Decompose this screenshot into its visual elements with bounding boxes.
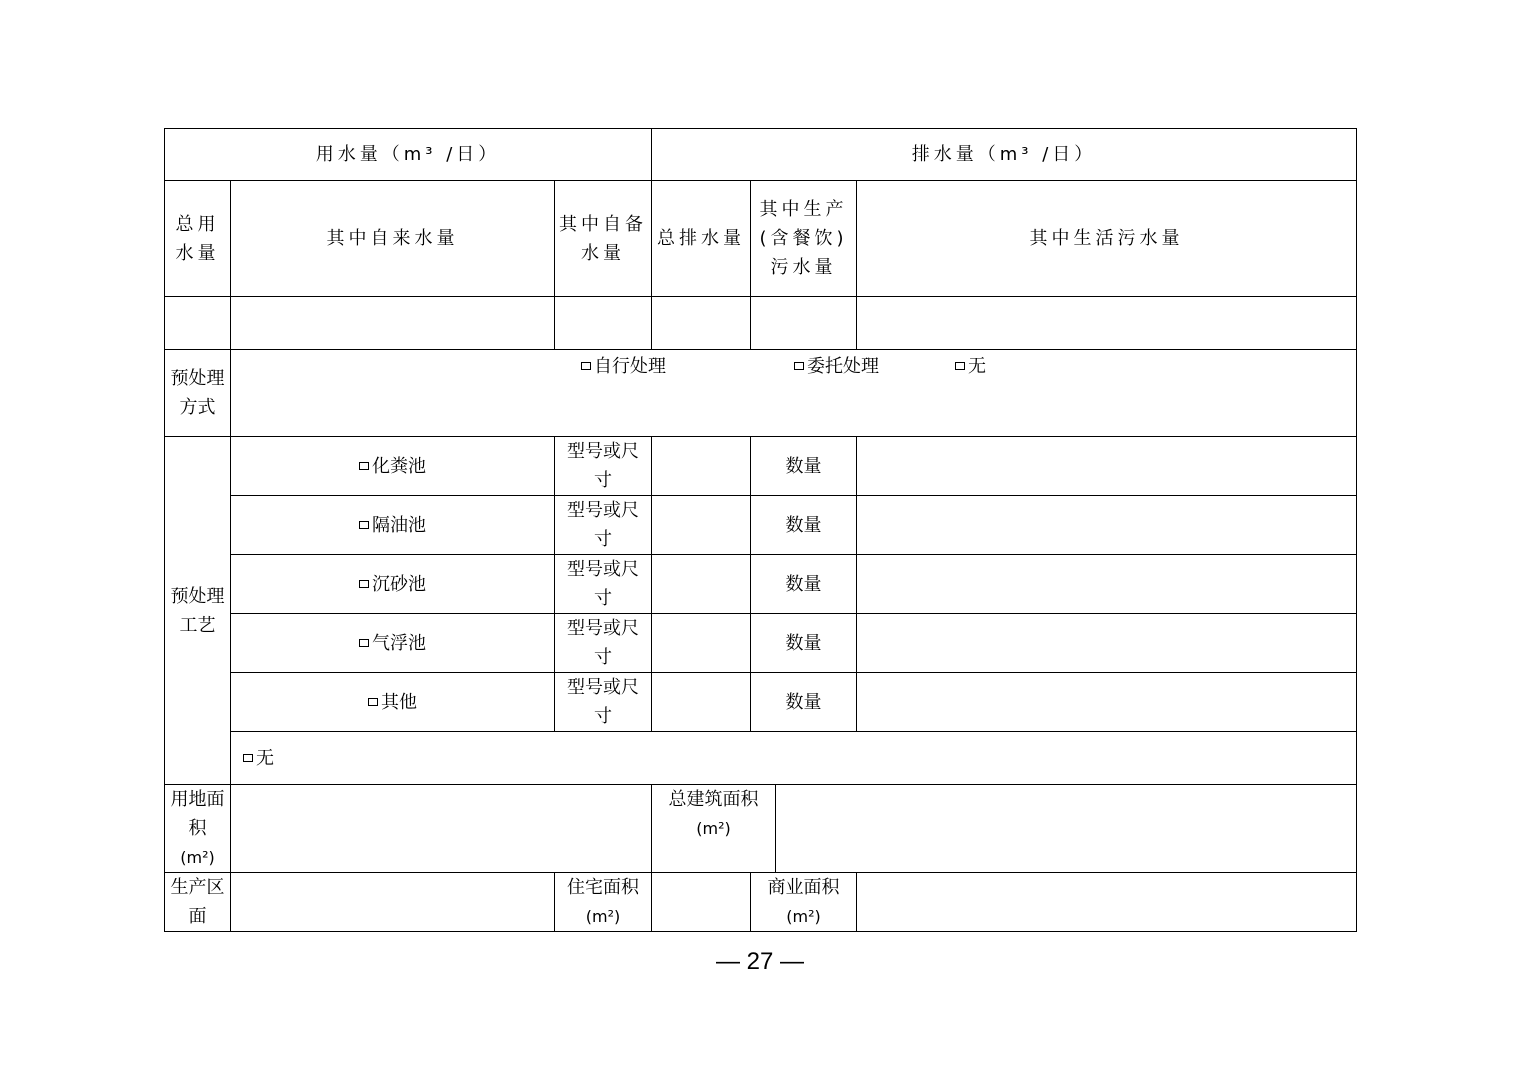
total-building-area-field[interactable] — [776, 785, 1357, 873]
total-building-area-label: 总建筑面积 (m²) — [652, 785, 776, 873]
process-none-option[interactable]: 无 — [231, 732, 1357, 785]
residential-area-label: 住宅面积 (m²) — [555, 873, 652, 932]
size-label: 型号或尺寸 — [555, 555, 652, 614]
quantity-field[interactable] — [857, 496, 1357, 555]
water-discharge-header: 排水量（m³ /日） — [652, 129, 1357, 181]
domestic-sewage-header: 其中生活污水量 — [857, 181, 1357, 297]
self-supply-water-header: 其中自备水量 — [555, 181, 652, 297]
water-use-header: 用水量（m³ /日） — [165, 129, 652, 181]
checkbox-icon[interactable] — [581, 362, 591, 370]
total-discharge-field[interactable] — [652, 297, 751, 350]
facility-grease-trap[interactable]: 隔油池 — [231, 496, 555, 555]
option-none[interactable]: 无 — [955, 352, 986, 381]
quantity-label: 数量 — [751, 496, 857, 555]
domestic-sewage-field[interactable] — [857, 297, 1357, 350]
pretreatment-process-label: 预处理工艺 — [165, 437, 231, 785]
quantity-label: 数量 — [751, 437, 857, 496]
tap-water-header: 其中自来水量 — [231, 181, 555, 297]
production-area-label: 生产区面 — [165, 873, 231, 932]
water-info-form-table — [164, 128, 1357, 932]
facility-grit-chamber[interactable]: 沉砂池 — [231, 555, 555, 614]
land-area-label: 用地面积 (m²) — [165, 785, 231, 873]
production-sewage-header: 其中生产(含餐饮)污水量 — [751, 181, 857, 297]
pretreatment-mode-options — [231, 350, 1357, 437]
quantity-field[interactable] — [857, 555, 1357, 614]
checkbox-icon[interactable] — [359, 639, 369, 647]
checkbox-icon[interactable] — [955, 362, 965, 370]
checkbox-icon[interactable] — [243, 754, 253, 762]
land-area-field[interactable] — [231, 785, 652, 873]
size-field[interactable] — [652, 437, 751, 496]
option-entrusted-treatment[interactable]: 委托处理 — [794, 352, 879, 381]
size-field[interactable] — [652, 673, 751, 732]
quantity-field[interactable] — [857, 673, 1357, 732]
commercial-area-field[interactable] — [857, 873, 1357, 932]
quantity-field[interactable] — [857, 614, 1357, 673]
quantity-label: 数量 — [751, 614, 857, 673]
size-field[interactable] — [652, 614, 751, 673]
checkbox-icon[interactable] — [359, 462, 369, 470]
quantity-label: 数量 — [751, 673, 857, 732]
commercial-area-label: 商业面积 (m²) — [751, 873, 857, 932]
checkbox-icon[interactable] — [794, 362, 804, 370]
option-self-treatment[interactable]: 自行处理 — [581, 352, 666, 381]
production-area-field[interactable] — [231, 873, 555, 932]
checkbox-icon[interactable] — [368, 698, 378, 706]
checkbox-icon[interactable] — [359, 580, 369, 588]
facility-other[interactable]: 其他 — [231, 673, 555, 732]
production-sewage-field[interactable] — [751, 297, 857, 350]
tap-water-field[interactable] — [231, 297, 555, 350]
facility-septic-tank[interactable]: 化粪池 — [231, 437, 555, 496]
total-water-use-header: 总用水量 — [165, 181, 231, 297]
checkbox-icon[interactable] — [359, 521, 369, 529]
size-field[interactable] — [652, 496, 751, 555]
self-supply-water-field[interactable] — [555, 297, 652, 350]
page-number: — 27 — — [715, 948, 805, 975]
residential-area-field[interactable] — [652, 873, 751, 932]
pretreatment-mode-label: 预处理方式 — [165, 350, 231, 437]
size-label: 型号或尺寸 — [555, 437, 652, 496]
size-label: 型号或尺寸 — [555, 614, 652, 673]
size-label: 型号或尺寸 — [555, 673, 652, 732]
size-label: 型号或尺寸 — [555, 496, 652, 555]
total-water-use-field[interactable] — [165, 297, 231, 350]
quantity-label: 数量 — [751, 555, 857, 614]
size-field[interactable] — [652, 555, 751, 614]
quantity-field[interactable] — [857, 437, 1357, 496]
total-discharge-header: 总排水量 — [652, 181, 751, 297]
facility-flotation-tank[interactable]: 气浮池 — [231, 614, 555, 673]
